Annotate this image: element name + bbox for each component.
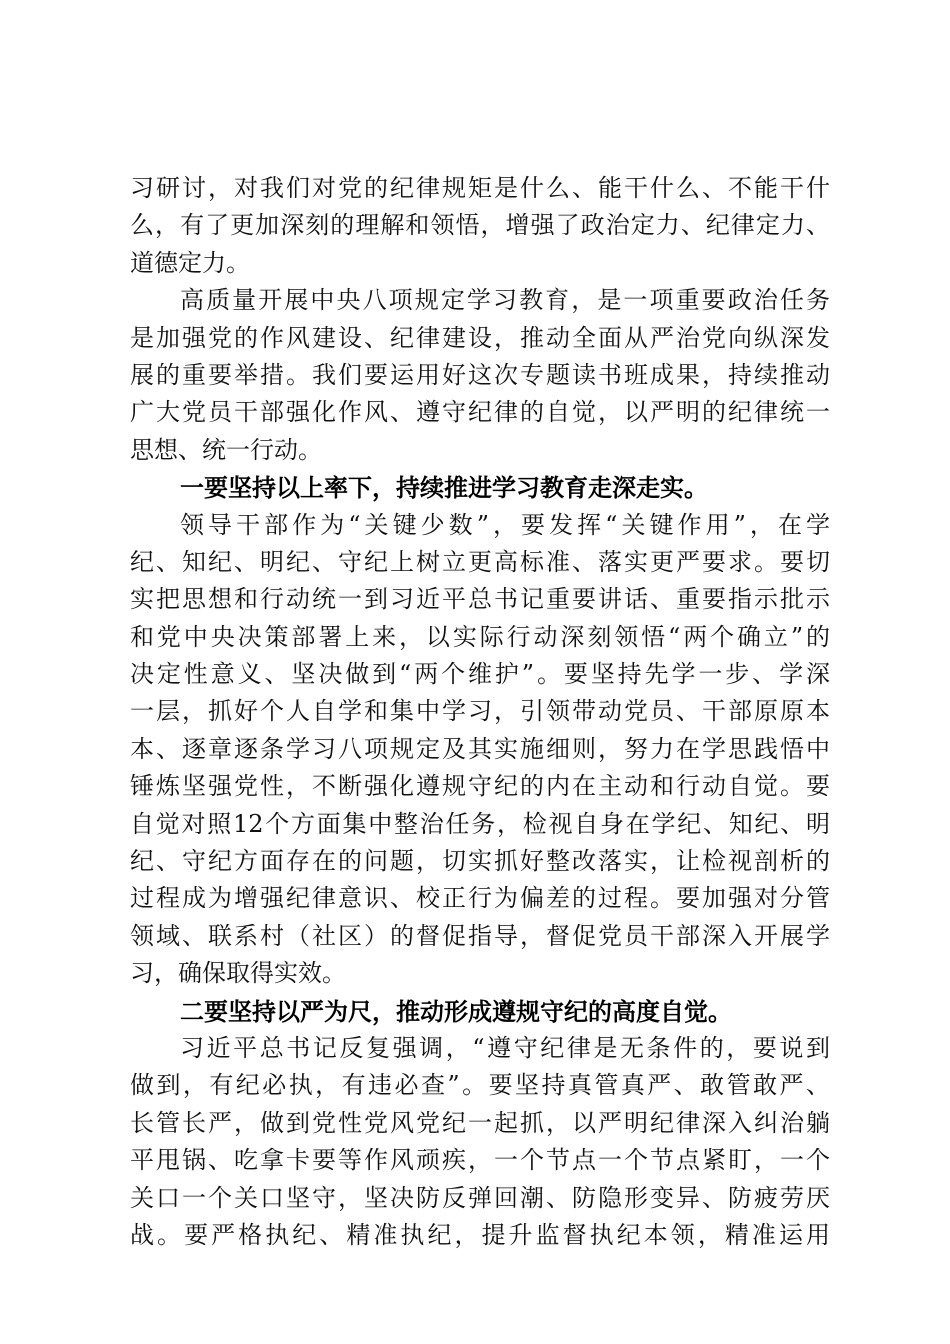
paragraph-line: 么，有了更加深刻的理解和领悟，增强了政治定力、纪律定力、 — [130, 211, 830, 240]
paragraph-line: 领导干部作为“关键少数”，要发挥“关键作用”，在学 — [180, 510, 830, 539]
paragraph-line: 领域、联系村（社区）的督促指导，督促党员干部深入开展学 — [130, 921, 830, 950]
paragraph-line: 习近平总书记反复强调，“遵守纪律是无条件的，要说到 — [180, 1033, 830, 1062]
paragraph-line: 习研讨，对我们对党的纪律规矩是什么、能干什么、不能干什 — [130, 174, 830, 202]
paragraph-line: 本、逐章逐条学习八项规定及其实施细则，努力在学思践悟中 — [130, 734, 830, 763]
paragraph-line: 纪、知纪、明纪、守纪上树立更高标准、落实更严要求。要切 — [130, 547, 830, 576]
paragraph-line: 广大党员干部强化作风、遵守纪律的自觉，以严明的纪律统一 — [130, 398, 830, 427]
paragraph-line: 道德定力。 — [130, 248, 250, 277]
paragraph-line: 高质量开展中央八项规定学习教育，是一项重要政治任务 — [180, 286, 830, 315]
section-heading-line: 二要坚持以严为尺，推动形成遵规守纪的高度自觉。 — [180, 996, 732, 1026]
paragraph-line: 做到，有纪必执，有违必查”。要坚持真管真严、敢管敢严、 — [130, 1071, 830, 1100]
paragraph-line: 一层，抓好个人自学和集中学习，引领带动党员、干部原原本 — [130, 697, 830, 726]
paragraph-line: 锤炼坚强党性，不断强化遵规守纪的内在主动和行动自觉。要 — [130, 772, 830, 801]
paragraph-line: 长管长严，做到党性党风党纪一起抓，以严明纪律深入纠治躺 — [130, 1108, 830, 1137]
section-heading-line: 一要坚持以上率下，持续推进学习教育走深走实。 — [180, 473, 708, 503]
paragraph-line: 和党中央决策部署上来，以实际行动深刻领悟“两个确立”的 — [130, 622, 830, 651]
paragraph-line: 思想、统一行动。 — [130, 435, 322, 464]
paragraph-line: 习，确保取得实效。 — [130, 959, 346, 988]
paragraph-line: 战。要严格执纪、精准执纪，提升监督执纪本领，精准运用 — [130, 1220, 830, 1249]
paragraph-line: 展的重要举措。我们要运用好这次专题读书班成果，持续推动 — [130, 360, 830, 389]
paragraph-line: 自觉对照12个方面集中整治任务，检视自身在学纪、知纪、明 — [130, 809, 830, 838]
paragraph-line: 关口一个关口坚守，坚决防反弹回潮、防隐形变异、防疲劳厌 — [130, 1183, 830, 1212]
paragraph-line: 决定性意义、坚决做到“两个维护”。要坚持先学一步、学深 — [130, 660, 830, 689]
paragraph-line: 是加强党的作风建设、纪律建设，推动全面从严治党向纵深发 — [130, 323, 830, 352]
paragraph-line: 实把思想和行动统一到习近平总书记重要讲话、重要指示批示 — [130, 585, 830, 614]
paragraph-line: 纪、守纪方面存在的问题，切实抓好整改落实，让检视剖析的 — [130, 847, 830, 876]
paragraph-line: 平甩锅、吃拿卡要等作风顽疾，一个节点一个节点紧盯，一个 — [130, 1146, 830, 1175]
paragraph-line: 过程成为增强纪律意识、校正行为偏差的过程。要加强对分管 — [130, 884, 830, 913]
document-body — [130, 170, 830, 1254]
